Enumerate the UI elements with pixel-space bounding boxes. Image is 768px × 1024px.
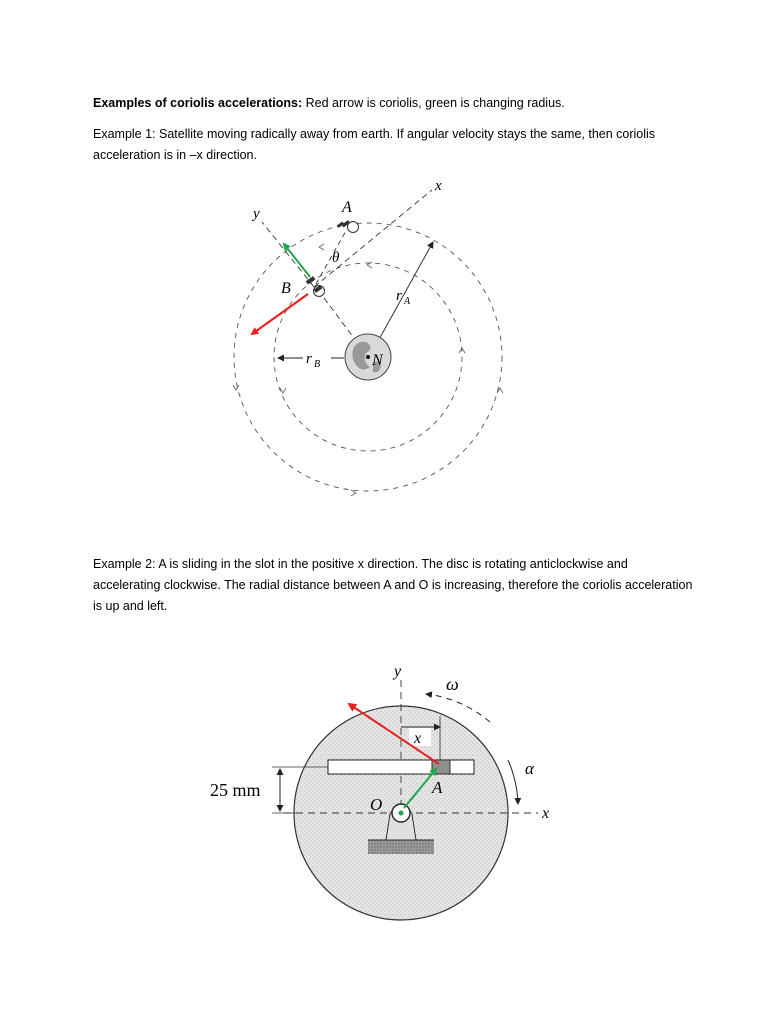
label-o: O <box>370 795 383 814</box>
ra-label: r <box>396 288 402 304</box>
intro-text: Red arrow is coriolis, green is changing radius. <box>302 96 565 110</box>
example2-text: A is sliding in the slot in the positive x direction. The disc is rotating anticlockwise and accelerating clockwise. The radial distance between A and O is increasing, therefore the coriolis acceleration is up and left. <box>93 557 693 613</box>
x-axis-label: x <box>435 178 442 194</box>
y-axis-label: y <box>394 663 402 680</box>
ground-base <box>368 840 434 854</box>
example1-text: Satellite moving radically away from earth. If angular velocity stays the same, then coriolis acceleration is in –x direction. <box>93 127 656 162</box>
label-a: A <box>432 778 443 797</box>
x-axis-label: x <box>542 805 550 822</box>
rb-subscript: B <box>314 359 321 370</box>
theta-label: θ <box>332 250 340 266</box>
rb-label: r <box>306 351 312 367</box>
example1-paragraph <box>93 124 693 166</box>
omega-label: ω <box>446 674 459 694</box>
radius-change-arrow <box>284 244 310 277</box>
example1-heading: Example 1: <box>93 127 156 141</box>
satellite-a-icon <box>337 220 359 232</box>
satellite-orbit-figure <box>226 172 536 500</box>
example2-heading: Example 2: <box>93 557 156 571</box>
label-a: A <box>342 199 352 216</box>
intro-heading: Examples of coriolis accelerations: <box>93 96 303 110</box>
y-axis-label: y <box>253 206 260 222</box>
alpha-label: α <box>525 759 534 778</box>
slot <box>328 760 474 774</box>
dimension-25mm-label: 25 mm <box>210 780 261 800</box>
ra-subscript: A <box>404 296 411 307</box>
label-n: N <box>372 352 383 369</box>
x-distance-label: x <box>414 730 422 747</box>
example2-paragraph <box>93 554 693 617</box>
rotating-disc-figure <box>200 654 570 964</box>
coriolis-arrow <box>252 294 308 334</box>
label-b: B <box>281 280 291 297</box>
intro-paragraph <box>93 93 693 114</box>
